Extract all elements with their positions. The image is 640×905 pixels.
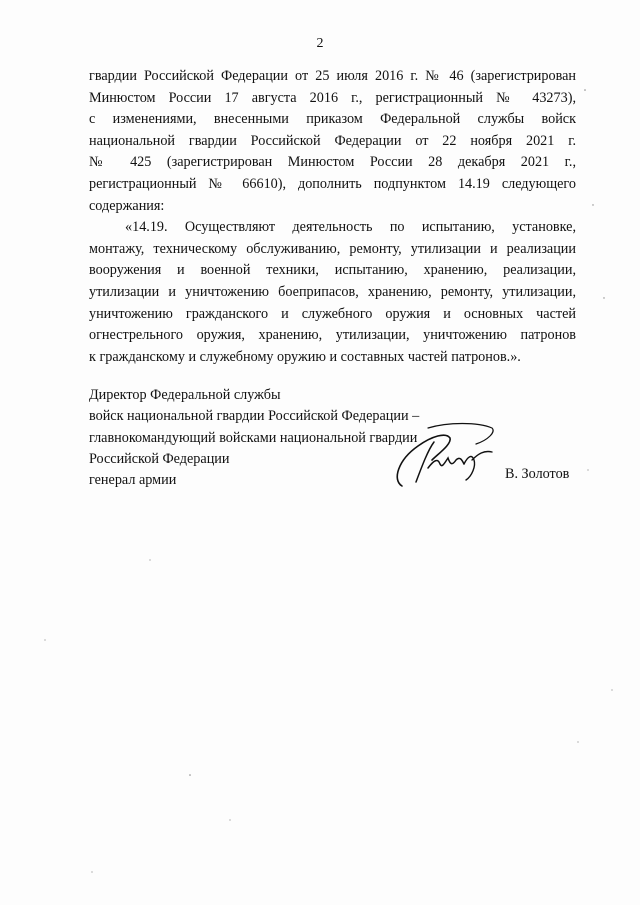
body-line: № 425 (зарегистрирован Минюстом России 28 декабря 2021 г., <box>89 154 576 171</box>
body-line: вооружения и военной техники, испытанию, хранению, реализации, <box>89 262 576 279</box>
body-line: монтажу, техническому обслуживанию, ремонту, утилизации и реализации <box>89 240 576 257</box>
signer-position-line: Российской Федерации <box>89 450 230 467</box>
body-line: к гражданскому и служебному оружию и составных частей патронов.». <box>89 348 521 365</box>
signer-rank-line: генерал армии <box>89 472 177 489</box>
body-line-subpoint-start: «14.19. Осуществляют деятельность по испытанию, установке, <box>125 219 576 236</box>
body-line: с изменениями, внесенными приказом Федеральной службы войск <box>89 111 576 128</box>
body-line: огнестрельного оружия, хранению, утилизации, уничтожению патронов <box>89 327 576 344</box>
signer-position-line: войск национальной гвардии Российской Федерации – <box>89 408 420 425</box>
handwritten-signature <box>388 420 498 492</box>
body-line: утилизации и уничтожению боеприпасов, хранению, ремонту, утилизации, <box>89 283 576 300</box>
page-number: 2 <box>316 36 324 51</box>
body-line: национальной гвардии Российской Федерации от 22 ноября 2021 г. <box>89 132 576 149</box>
body-line: уничтожению гражданского и служебного оружия и основных частей <box>89 305 576 322</box>
signer-name: В. Золотов <box>505 466 570 482</box>
body-text <box>89 66 576 368</box>
signer-position-line: главнокомандующий войсками национальной гвардии <box>89 429 418 446</box>
signer-position-line: Директор Федеральной службы <box>89 387 281 403</box>
body-line: регистрационный № 66610), дополнить подпунктом 14.19 следующего <box>89 175 576 192</box>
body-line: гвардии Российской Федерации от 25 июля 2016 г. № 46 (зарегистрирован <box>89 68 576 84</box>
body-line: содержания: <box>89 197 165 214</box>
body-line: Минюстом России 17 августа 2016 г., регистрационный № 43273), <box>89 89 576 106</box>
